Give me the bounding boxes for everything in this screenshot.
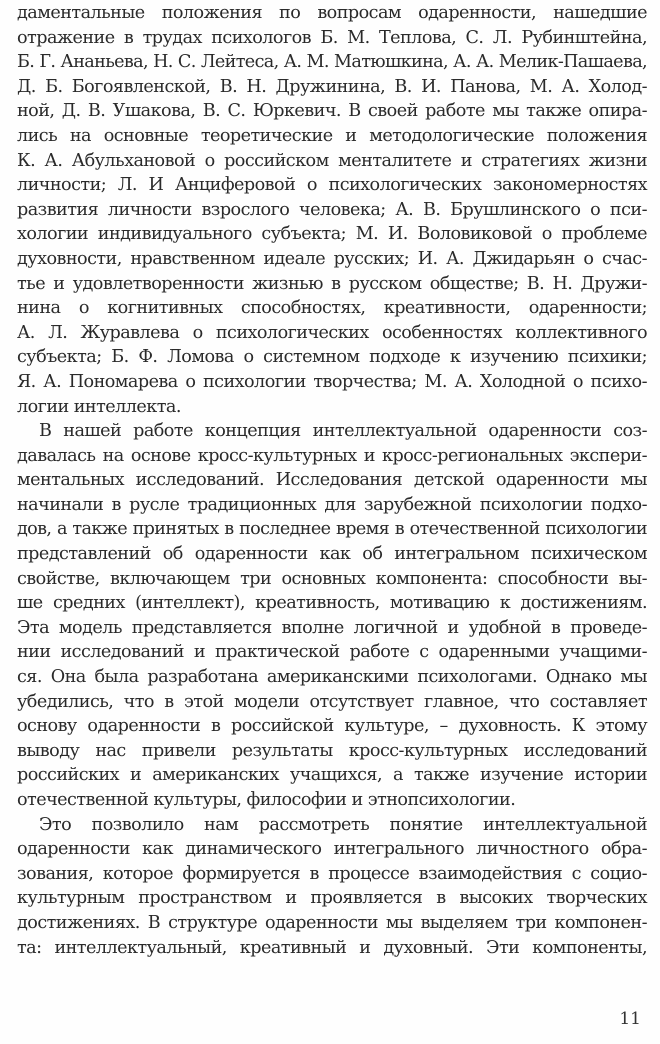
text-line: отечественной культуры, философии и этнопсихологии.	[17, 790, 516, 810]
text-line: культурным пространством и проявляется в высоких творческих	[17, 888, 647, 909]
paragraph	[17, 419, 647, 813]
text-line: даментальные положения по вопросам одаренности, нашедшие	[17, 3, 647, 23]
text-line: субъекта; Б. Ф. Ломова о системном подходе к изучению психики;	[17, 347, 647, 368]
body-text	[17, 1, 647, 960]
page-number: 11	[619, 1009, 641, 1029]
text-line: духовности, нравственном идеале русских; И. А. Джидарьян о счас-	[17, 248, 647, 269]
text-line: развития личности взрослого человека; А. В. Брушлинского о пси-	[17, 199, 647, 220]
text-line: логии интеллекта.	[17, 396, 181, 417]
text-line: ментальных исследований. Исследования детской одаренности мы	[17, 470, 647, 491]
text-line: А. Л. Журавлева о психологических особенностях коллективного	[17, 322, 647, 343]
text-line: отражение в трудах психологов Б. М. Теплова, С. Л. Рубинштейна,	[17, 27, 647, 48]
text-line: давалась на основе кросс-культурных и кросс-региональных экспери-	[17, 445, 647, 466]
text-line: Д. Б. Богоявленской, В. Н. Дружинина, В. И. Панова, М. А. Холод-	[17, 76, 647, 97]
text-line: представлений об одаренности как об интегральном психическом	[17, 544, 647, 565]
text-line: Эта модель представляется вполне логичной и удобной в проведе-	[17, 617, 647, 638]
text-line: нии исследований и практической работе с одаренными учащими-	[17, 642, 647, 663]
paragraph	[17, 813, 647, 961]
text-line: личности; Л. И Анциферовой о психологических закономерностях	[17, 175, 647, 196]
text-line: лись на основные теоретические и методологические положения	[17, 125, 647, 146]
text-line: В нашей работе концепция интеллектуальной одаренности соз-	[39, 421, 647, 442]
text-line: достижениях. В структуре одаренности мы выделяем три компонен-	[17, 912, 647, 933]
text-line: Это позволило нам рассмотреть понятие интеллектуальной	[39, 814, 647, 835]
text-line: Я. А. Пономарева о психологии творчества; М. А. Холодной о психо-	[17, 371, 647, 392]
text-line: нина о когнитивных способностях, креативности, одаренности;	[17, 298, 647, 319]
text-line: свойстве, включающем три основных компонента: способности вы-	[17, 568, 647, 589]
text-line: ся. Она была разработана американскими психологами. Однако мы	[17, 667, 647, 688]
text-line: хологии индивидуального субъекта; М. И. Воловиковой о проблеме	[17, 224, 647, 245]
text-line: выводу нас привели результаты кросс-культурных исследований	[17, 740, 647, 761]
text-line: ной, Д. В. Ушакова, В. С. Юркевич. В своей работе мы также опира-	[17, 101, 647, 122]
text-line: К. А. Абульхановой о российском менталитете и стратегиях жизни	[17, 150, 647, 171]
text-line: ше средних (интеллект), креативность, мотивацию к достижениям.	[17, 593, 647, 614]
paragraph	[17, 1, 647, 419]
text-line: одаренности как динамического интегрального личностного обра-	[17, 839, 647, 860]
text-line: тье и удовлетворенности жизнью в русском обществе; В. Н. Дружи-	[17, 273, 647, 294]
text-line: основу одаренности в российской культуре, – духовность. К этому	[17, 716, 647, 737]
text-line: дов, а также принятых в последнее время в отечественной психологии	[17, 519, 647, 540]
text-line: российских и американских учащихся, а также изучение истории	[17, 765, 647, 786]
text-line: та: интеллектуальный, креативный и духовный. Эти компоненты,	[17, 937, 647, 958]
text-line: зования, которое формируется в процессе взаимодействия с социо-	[17, 863, 647, 884]
text-line: начинали в русле традиционных для зарубежной психологии подхо-	[17, 494, 647, 515]
text-line: убедились, что в этой модели отсутствует главное, что составляет	[17, 691, 647, 712]
text-line: Б. Г. Ананьева, Н. С. Лейтеса, А. М. Матюшкина, А. А. Мелик-Пашаева,	[17, 52, 647, 73]
